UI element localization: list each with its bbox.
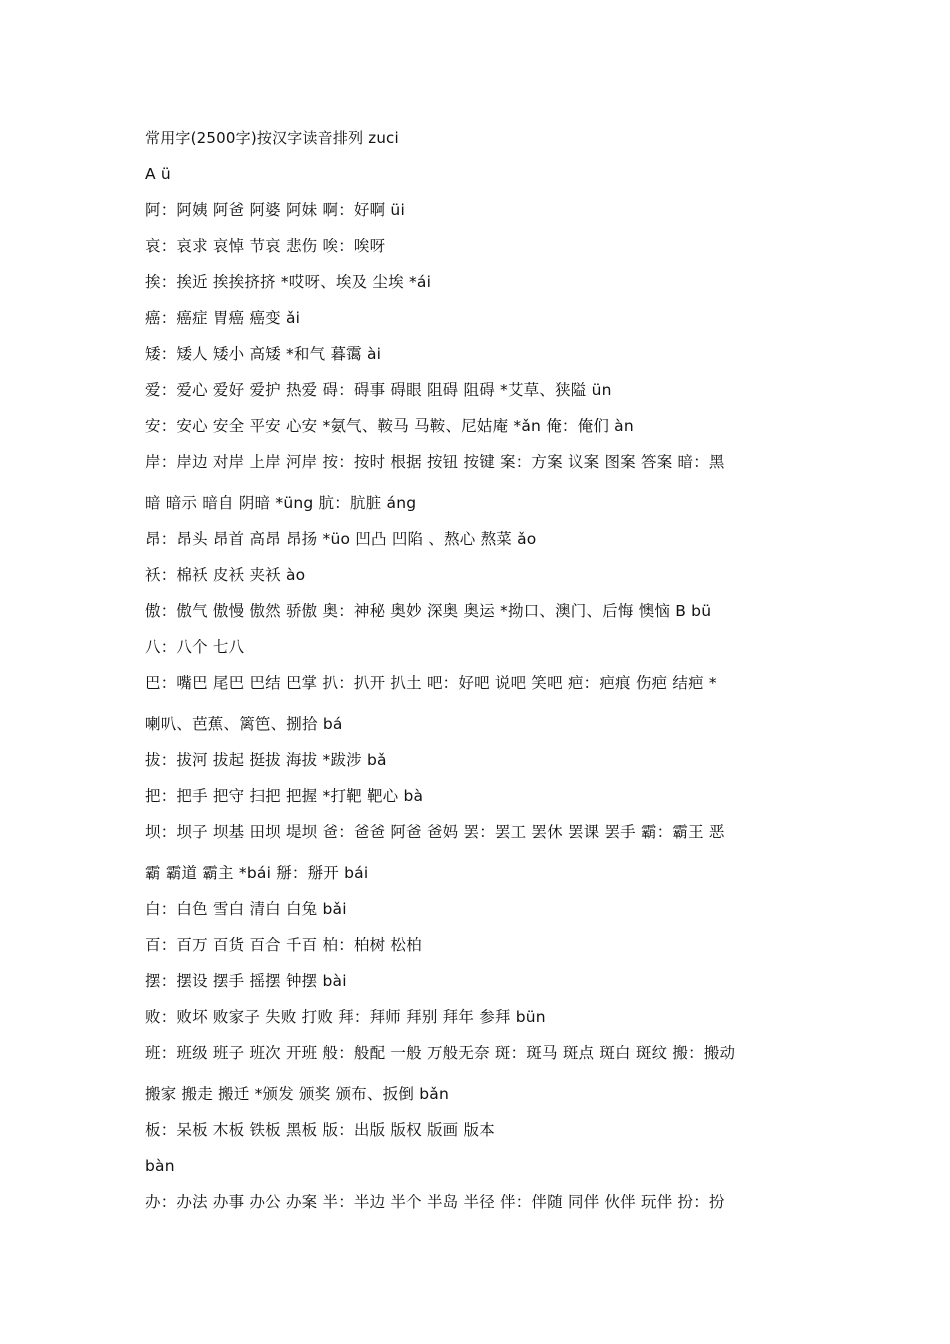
- text-line: 阿：阿姨 阿爸 阿婆 阿妹 啊：好啊 üi: [145, 201, 405, 219]
- text-line: 办：办法 办事 办公 办案 半：半边 半个 半岛 半径 伴：伴随 同伴 伙伴 玩伴 扮：扮: [145, 1193, 725, 1211]
- text-line: 败：败坏 败家子 失败 打败 拜：拜师 拜别 拜年 参拜 bün: [145, 1008, 546, 1026]
- text-line: 矮：矮人 矮小 高矮 *和气 暮霭 ài: [145, 345, 382, 363]
- text-line: 喇叭、芭蕉、篱笆、捌拾 bá: [145, 715, 343, 733]
- text-line: 挨：挨近 挨挨挤挤 *哎呀、埃及 尘埃 *ái: [145, 273, 432, 291]
- document-title: 常用字(2500字)按汉字读音排列 zuci: [145, 129, 399, 147]
- text-line: 白：白色 雪白 清白 白兔 bǎi: [145, 900, 347, 918]
- text-line: 坝：坝子 坝基 田坝 堤坝 爸：爸爸 阿爸 爸妈 罢：罢工 罢休 罢课 罢手 霸：霸王 恶: [145, 823, 725, 841]
- text-line: 癌：癌症 胃癌 癌变 ǎi: [145, 309, 301, 327]
- text-line: 岸：岸边 对岸 上岸 河岸 按：按时 根据 按钮 按键 案：方案 议案 图案 答案 暗：黑: [145, 453, 725, 471]
- pinyin-heading: bàn: [145, 1157, 175, 1175]
- text-line: 班：班级 班子 班次 开班 般：般配 一般 万般无奈 斑：斑马 斑点 斑白 斑纹 搬：搬动: [145, 1044, 736, 1062]
- text-line: 百：百万 百货 百合 千百 柏：柏树 松柏: [145, 936, 422, 954]
- text-line: 暗 暗示 暗自 阴暗 *üng 肮：肮脏 áng: [145, 494, 417, 512]
- text-line: 袄：棉袄 皮袄 夹袄 ào: [145, 566, 306, 584]
- section-heading-a: A ü: [145, 165, 171, 183]
- text-line: 八：八个 七八: [145, 638, 245, 656]
- text-line: 板：呆板 木板 铁板 黑板 版：出版 版权 版画 版本: [145, 1121, 495, 1139]
- text-line: 安：安心 安全 平安 心安 *氨气、鞍马 马鞍、尼姑庵 *ǎn 俺：俺们 àn: [145, 417, 634, 435]
- text-line: 爱：爱心 爱好 爱护 热爱 碍：碍事 碍眼 阻碍 阻碍 *艾草、狭隘 ün: [145, 381, 612, 399]
- text-line: 摆：摆设 摆手 摇摆 钟摆 bài: [145, 972, 347, 990]
- text-line: 霸 霸道 霸主 *bái 掰：掰开 bái: [145, 864, 369, 882]
- text-line: 昂：昂头 昂首 高昂 昂扬 *üo 凹凸 凹陷 、熬心 熬菜 ǎo: [145, 530, 537, 548]
- text-line: 巴：嘴巴 尾巴 巴结 巴掌 扒：扒开 扒土 吧：好吧 说吧 笑吧 疤：疤痕 伤疤 结疤 *: [145, 674, 717, 692]
- text-line: 搬家 搬走 搬迁 *颁发 颁奖 颁布、扳倒 bǎn: [145, 1085, 449, 1103]
- text-line: 拔：拔河 拔起 挺拔 海拔 *跋涉 bǎ: [145, 751, 387, 769]
- text-line: 把：把手 把守 扫把 把握 *打靶 靶心 bà: [145, 787, 424, 805]
- text-line: 哀：哀求 哀悼 节哀 悲伤 唉：唉呀: [145, 237, 386, 255]
- text-line: 傲：傲气 傲慢 傲然 骄傲 奥：神秘 奥妙 深奥 奥运 *拗口、澳门、后悔 懊恼 B bü: [145, 602, 712, 620]
